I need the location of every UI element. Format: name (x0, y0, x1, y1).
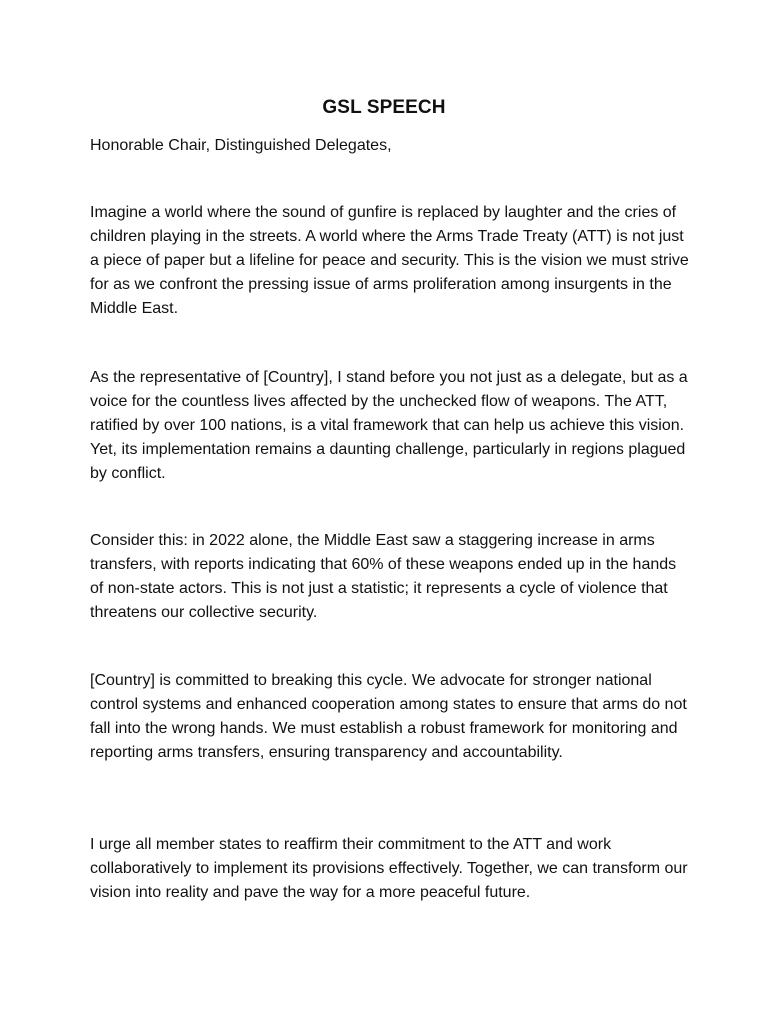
paragraph-3: Consider this: in 2022 alone, the Middle East saw a staggering increase in arms transfers, with reports indicating that 60% of these weapons ended up in the hands of non-state actors. This is not just a statistic; it represents a cycle of violence that threatens our collective security. (90, 532, 677, 621)
page-title: GSL SPEECH (322, 97, 446, 118)
paragraph-5: I urge all member states to reaffirm their commitment to the ATT and work collaboratively to implement its provisions effectively. Together, we can transform our vision into reality and pave the way for a more peaceful future. (90, 836, 688, 901)
paragraph-1: Imagine a world where the sound of gunfire is replaced by laughter and the cries of children playing in the streets. A world where the Arms Trade Treaty (ATT) is not just a piece of paper but a lifeline for peace and security. This is the vision we must strive for as we confront the pressing issue of arms proliferation among insurgents in the Middle East. (90, 204, 689, 317)
paragraph-2: As the representative of [Country], I stand before you not just as a delegate, but as a voice for the countless lives affected by the unchecked flow of weapons. The ATT, ratified by over 100 nations, is a vital framework that can help us achieve this vision. Yet, its implementation remains a daunting challenge, particularly in regions plagued by conflict. (90, 369, 688, 482)
paragraph-4: [Country] is committed to breaking this cycle. We advocate for stronger national control systems and enhanced cooperation among states to ensure that arms do not fall into the wrong hands. We must establish a robust framework for monitoring and reporting arms transfers, ensuring transparency and accountability. (90, 672, 687, 761)
salutation: Honorable Chair, Distinguished Delegates, (90, 137, 392, 154)
